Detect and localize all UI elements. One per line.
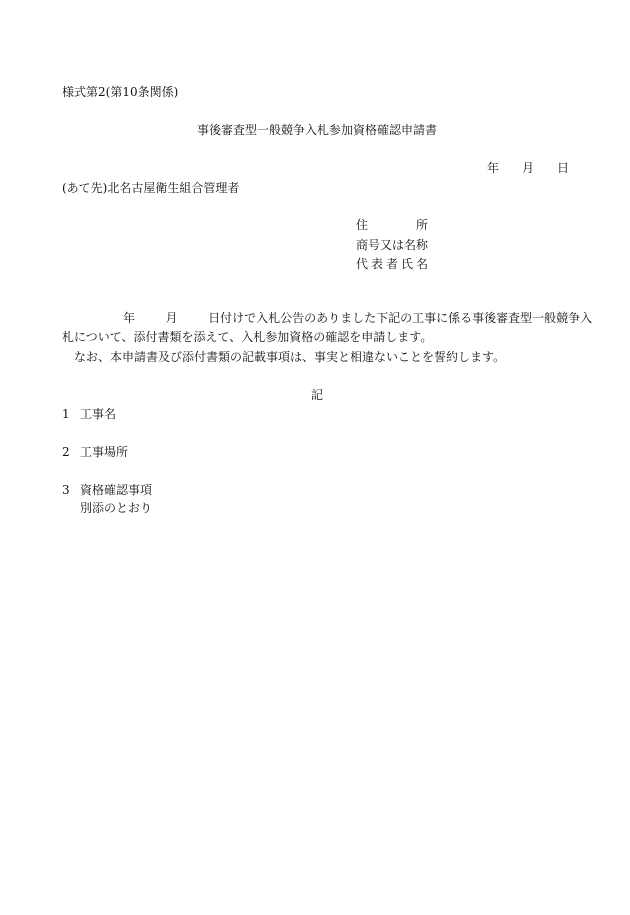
address-char: 住 [356, 218, 369, 232]
item-label-construction-name: 工事名 [80, 407, 117, 421]
address-char: 所 [415, 218, 428, 232]
document-title: 事後審査型一般競争入札参加資格確認申請書 [197, 123, 438, 137]
applicant-company-label: 商号又は名称 [356, 238, 429, 252]
representative-char: 氏 [400, 257, 413, 271]
item-number: 1 [62, 407, 70, 421]
representative-char: 表 [370, 257, 383, 271]
body-paragraph-line-3: なお、本申請書及び添付書類の記載事項は、事実と相違ないことを誓約します。 [62, 350, 506, 364]
date-year-label: 年 [487, 161, 500, 175]
ki-heading: 記 [311, 388, 324, 402]
applicant-representative-label [356, 258, 428, 270]
item-label-qualification-items: 資格確認事項 [80, 483, 153, 497]
body-paragraph-line-2: 札について、添付書類を添えて、入札参加資格の確認を申請します。 [62, 330, 433, 344]
representative-char: 者 [385, 257, 398, 271]
body-paragraph-line-1: 年 月 日付けで入札公告のありました下記の工事に係る事後審査型一般競争入 [62, 311, 593, 325]
date-day-label: 日 [557, 161, 570, 175]
item-sub-see-attachment: 別添のとおり [80, 501, 153, 515]
item-number: 3 [62, 483, 70, 497]
addressee: (あて先)北名古屋衛生組合管理者 [62, 181, 240, 195]
item-label-construction-location: 工事場所 [80, 445, 129, 459]
date-month-label: 月 [522, 161, 535, 175]
form-number: 様式第2(第10条関係) [62, 85, 179, 99]
representative-char: 代 [356, 257, 369, 271]
item-number: 2 [62, 445, 70, 459]
representative-char: 名 [415, 257, 428, 271]
applicant-address-label [356, 219, 428, 231]
